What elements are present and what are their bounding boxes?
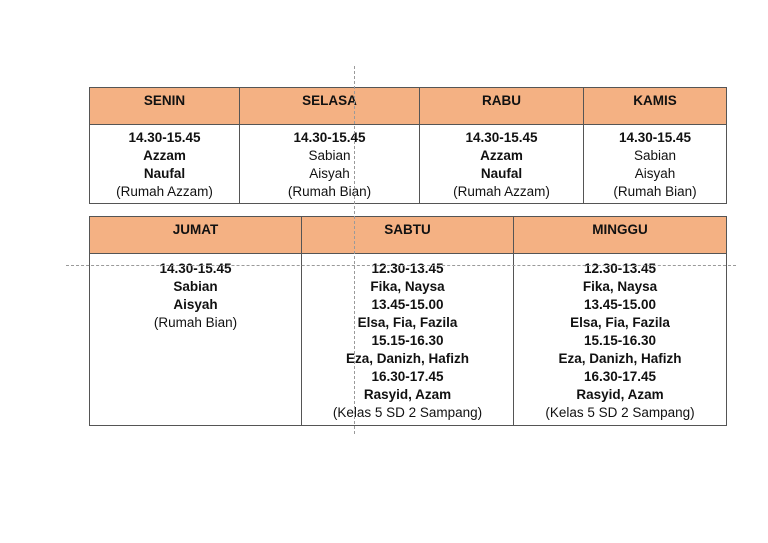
cell-jumat	[90, 254, 302, 426]
horizontal-guide-line	[66, 265, 736, 266]
time-slot: 13.45-15.00	[583, 297, 657, 312]
header-row	[90, 88, 727, 125]
location: (Rumah Bian)	[153, 315, 238, 330]
student-name: Sabian	[633, 148, 677, 163]
student-name: Azzam	[143, 148, 186, 163]
student-name: Naufal	[480, 166, 523, 181]
student-names: Eza, Danizh, Hafizh	[345, 351, 470, 366]
cell-selasa	[240, 125, 420, 204]
schedule-table-weekend	[89, 216, 727, 426]
student-name: Aisyah	[309, 166, 350, 181]
time-slot: 16.30-17.45	[583, 369, 657, 384]
time-slot: 14.30-15.45	[159, 261, 232, 276]
schedule-table-weekdays	[89, 87, 727, 204]
student-names: Elsa, Fia, Fazila	[357, 315, 458, 330]
time-slot: 15.15-16.30	[371, 333, 444, 348]
time-slot: 14.30-15.45	[465, 130, 538, 145]
cell-rabu	[420, 125, 584, 204]
header-row	[90, 217, 727, 254]
location: (Rumah Bian)	[287, 184, 372, 199]
student-name: Sabian	[308, 148, 351, 163]
student-name: Azzam	[480, 148, 523, 163]
location: (Rumah Bian)	[613, 184, 697, 199]
time-slot: 14.30-15.45	[618, 130, 692, 145]
student-names: Fika, Naysa	[582, 279, 658, 294]
student-name: Aisyah	[634, 166, 676, 181]
location: (Rumah Azzam)	[453, 184, 550, 199]
header-selasa: SELASA	[240, 88, 420, 125]
header-rabu: RABU	[420, 88, 584, 125]
student-names: Rasyid, Azam	[363, 387, 452, 402]
student-names: Rasyid, Azam	[576, 387, 664, 402]
header-minggu: MINGGU	[514, 217, 727, 254]
schedule-row	[90, 125, 727, 204]
header-kamis: KAMIS	[584, 88, 727, 125]
header-jumat: JUMAT	[90, 217, 302, 254]
time-slot: 14.30-15.45	[128, 130, 201, 145]
location: (Kelas 5 SD 2 Sampang)	[332, 405, 483, 420]
cell-sabtu	[302, 254, 514, 426]
time-slot: 15.15-16.30	[583, 333, 657, 348]
schedule-row	[90, 254, 727, 426]
header-senin: SENIN	[90, 88, 240, 125]
header-sabtu: SABTU	[302, 217, 514, 254]
location: (Kelas 5 SD 2 Sampang)	[545, 405, 695, 420]
cell-senin	[90, 125, 240, 204]
student-name: Sabian	[173, 279, 218, 294]
student-name: Naufal	[143, 166, 186, 181]
cell-minggu	[514, 254, 727, 426]
student-name: Aisyah	[173, 297, 218, 312]
time-slot: 14.30-15.45	[293, 130, 366, 145]
student-names: Elsa, Fia, Fazila	[570, 315, 670, 330]
student-names: Fika, Naysa	[370, 279, 445, 294]
student-names: Eza, Danizh, Hafizh	[558, 351, 682, 366]
cell-kamis	[584, 125, 727, 204]
time-slot: 16.30-17.45	[371, 369, 444, 384]
time-slot: 12.30-13.45	[371, 261, 444, 276]
location: (Rumah Azzam)	[116, 184, 213, 199]
time-slot: 12.30-13.45	[583, 261, 657, 276]
vertical-guide-line	[354, 66, 355, 434]
time-slot: 13.45-15.00	[371, 297, 444, 312]
